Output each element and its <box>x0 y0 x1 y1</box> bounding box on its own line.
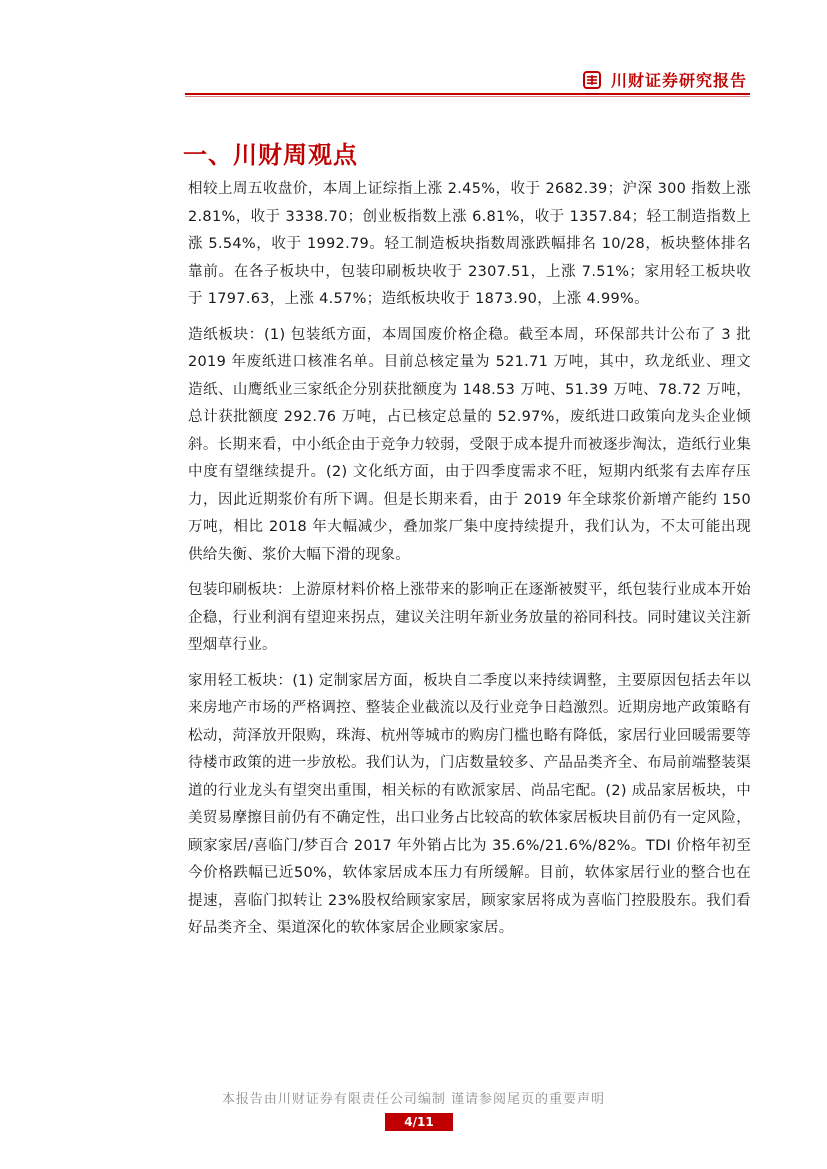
brand-logo-icon <box>583 71 601 89</box>
paragraph-paper-sector: 造纸板块：(1) 包装纸方面，本周国废价格企稳。截至本周，环保部共计公布了 3 批 2019 年废纸进口核准名单。目前总核定量为 521.71 万吨，其中，玖龙纸业、理文造纸、山鹰纸业三家纸企分别获批额度为 148.53 万吨、51.39 万吨、78.72 万吨，总计获批额度 292.76 万吨，占已核定总量的 52.97%，废纸进口政策向龙头企业倾斜。长期来看，中小纸企由于竞争力较弱，受限于成本提升而被逐步淘汰，造纸行业集中度有望继续提升。(2) 文化纸方面，由于四季度需求不旺，短期内纸浆有去库存压力，因此近期浆价有所下调。但是长期来看，由于 2019 年全球浆价新增产能约 150 万吨，相比 2018 年大幅减少，叠加浆厂集中度持续提升，我们认为，不太可能出现供给失衡、浆价大幅下滑的现象。 <box>188 326 751 563</box>
page-header <box>0 0 827 100</box>
header-divider-thin <box>185 96 750 97</box>
section-title: 一、川财周观点 <box>183 141 358 169</box>
paragraph-market-overview: 相较上周五收盘价，本周上证综指上涨 2.45%，收于 2682.39；沪深 300 指数上涨 2.81%，收于 3338.70；创业板指数上涨 6.81%，收于 1357.84；轻工制造指数上涨 5.54%，收于 1992.79。轻工制造板块指数周涨跌幅排名 10/28，板块整体排名靠前。在各子板块中，包装印刷板块收于 2307.51，上涨 7.51%；家用轻工板块收于 1797.63，上涨 4.57%；造纸板块收于 1873.90，上涨 4.99%。 <box>188 181 751 307</box>
brand <box>583 68 747 91</box>
header-divider <box>185 93 750 95</box>
brand-name: 川财证券研究报告 <box>610 71 747 90</box>
page-number: 4/11 <box>385 1113 453 1131</box>
paragraph-home-furnishing-sector: 家用轻工板块：(1) 定制家居方面，板块自二季度以来持续调整，主要原因包括去年以来房地产市场的严格调控、整装企业截流以及行业竞争日趋激烈。近期房地产政策略有松动，菏泽放开限购，珠海、杭州等城市的购房门槛也略有降低，家居行业回暖需要等待楼市政策的进一步放松。我们认为，门店数量较多、产品品类齐全、布局前端整装渠道的行业龙头有望突出重围，相关标的有欧派家居、尚品宅配。(2) 成品家居板块，中美贸易摩擦目前仍有不确定性，出口业务占比较高的软体家居板块目前仍有一定风险，顾家家居/喜临门/梦百合 2017 年外销占比为 35.6%/21.6%/82%。TDI 价格年初至今价格跌幅已近50%，软体家居成本压力有所缓解。目前，软体家居行业的整合也在提速，喜临门拟转让 23%股权给顾家家居，顾家家居将成为喜临门控股股东。我们看好品类齐全、渠道深化的软体家居企业顾家家居。 <box>188 672 751 936</box>
paragraph-packaging-sector: 包装印刷板块：上游原材料价格上涨带来的影响正在逐渐被熨平，纸包装行业成本开始企稳，行业利润有望迎来拐点，建议关注明年新业务放量的裕同科技。同时建议关注新型烟草行业。 <box>188 582 751 653</box>
report-body <box>188 176 751 951</box>
footer-disclaimer: 本报告由川财证券有限责任公司编制 谨请参阅尾页的重要声明 <box>221 1092 606 1107</box>
